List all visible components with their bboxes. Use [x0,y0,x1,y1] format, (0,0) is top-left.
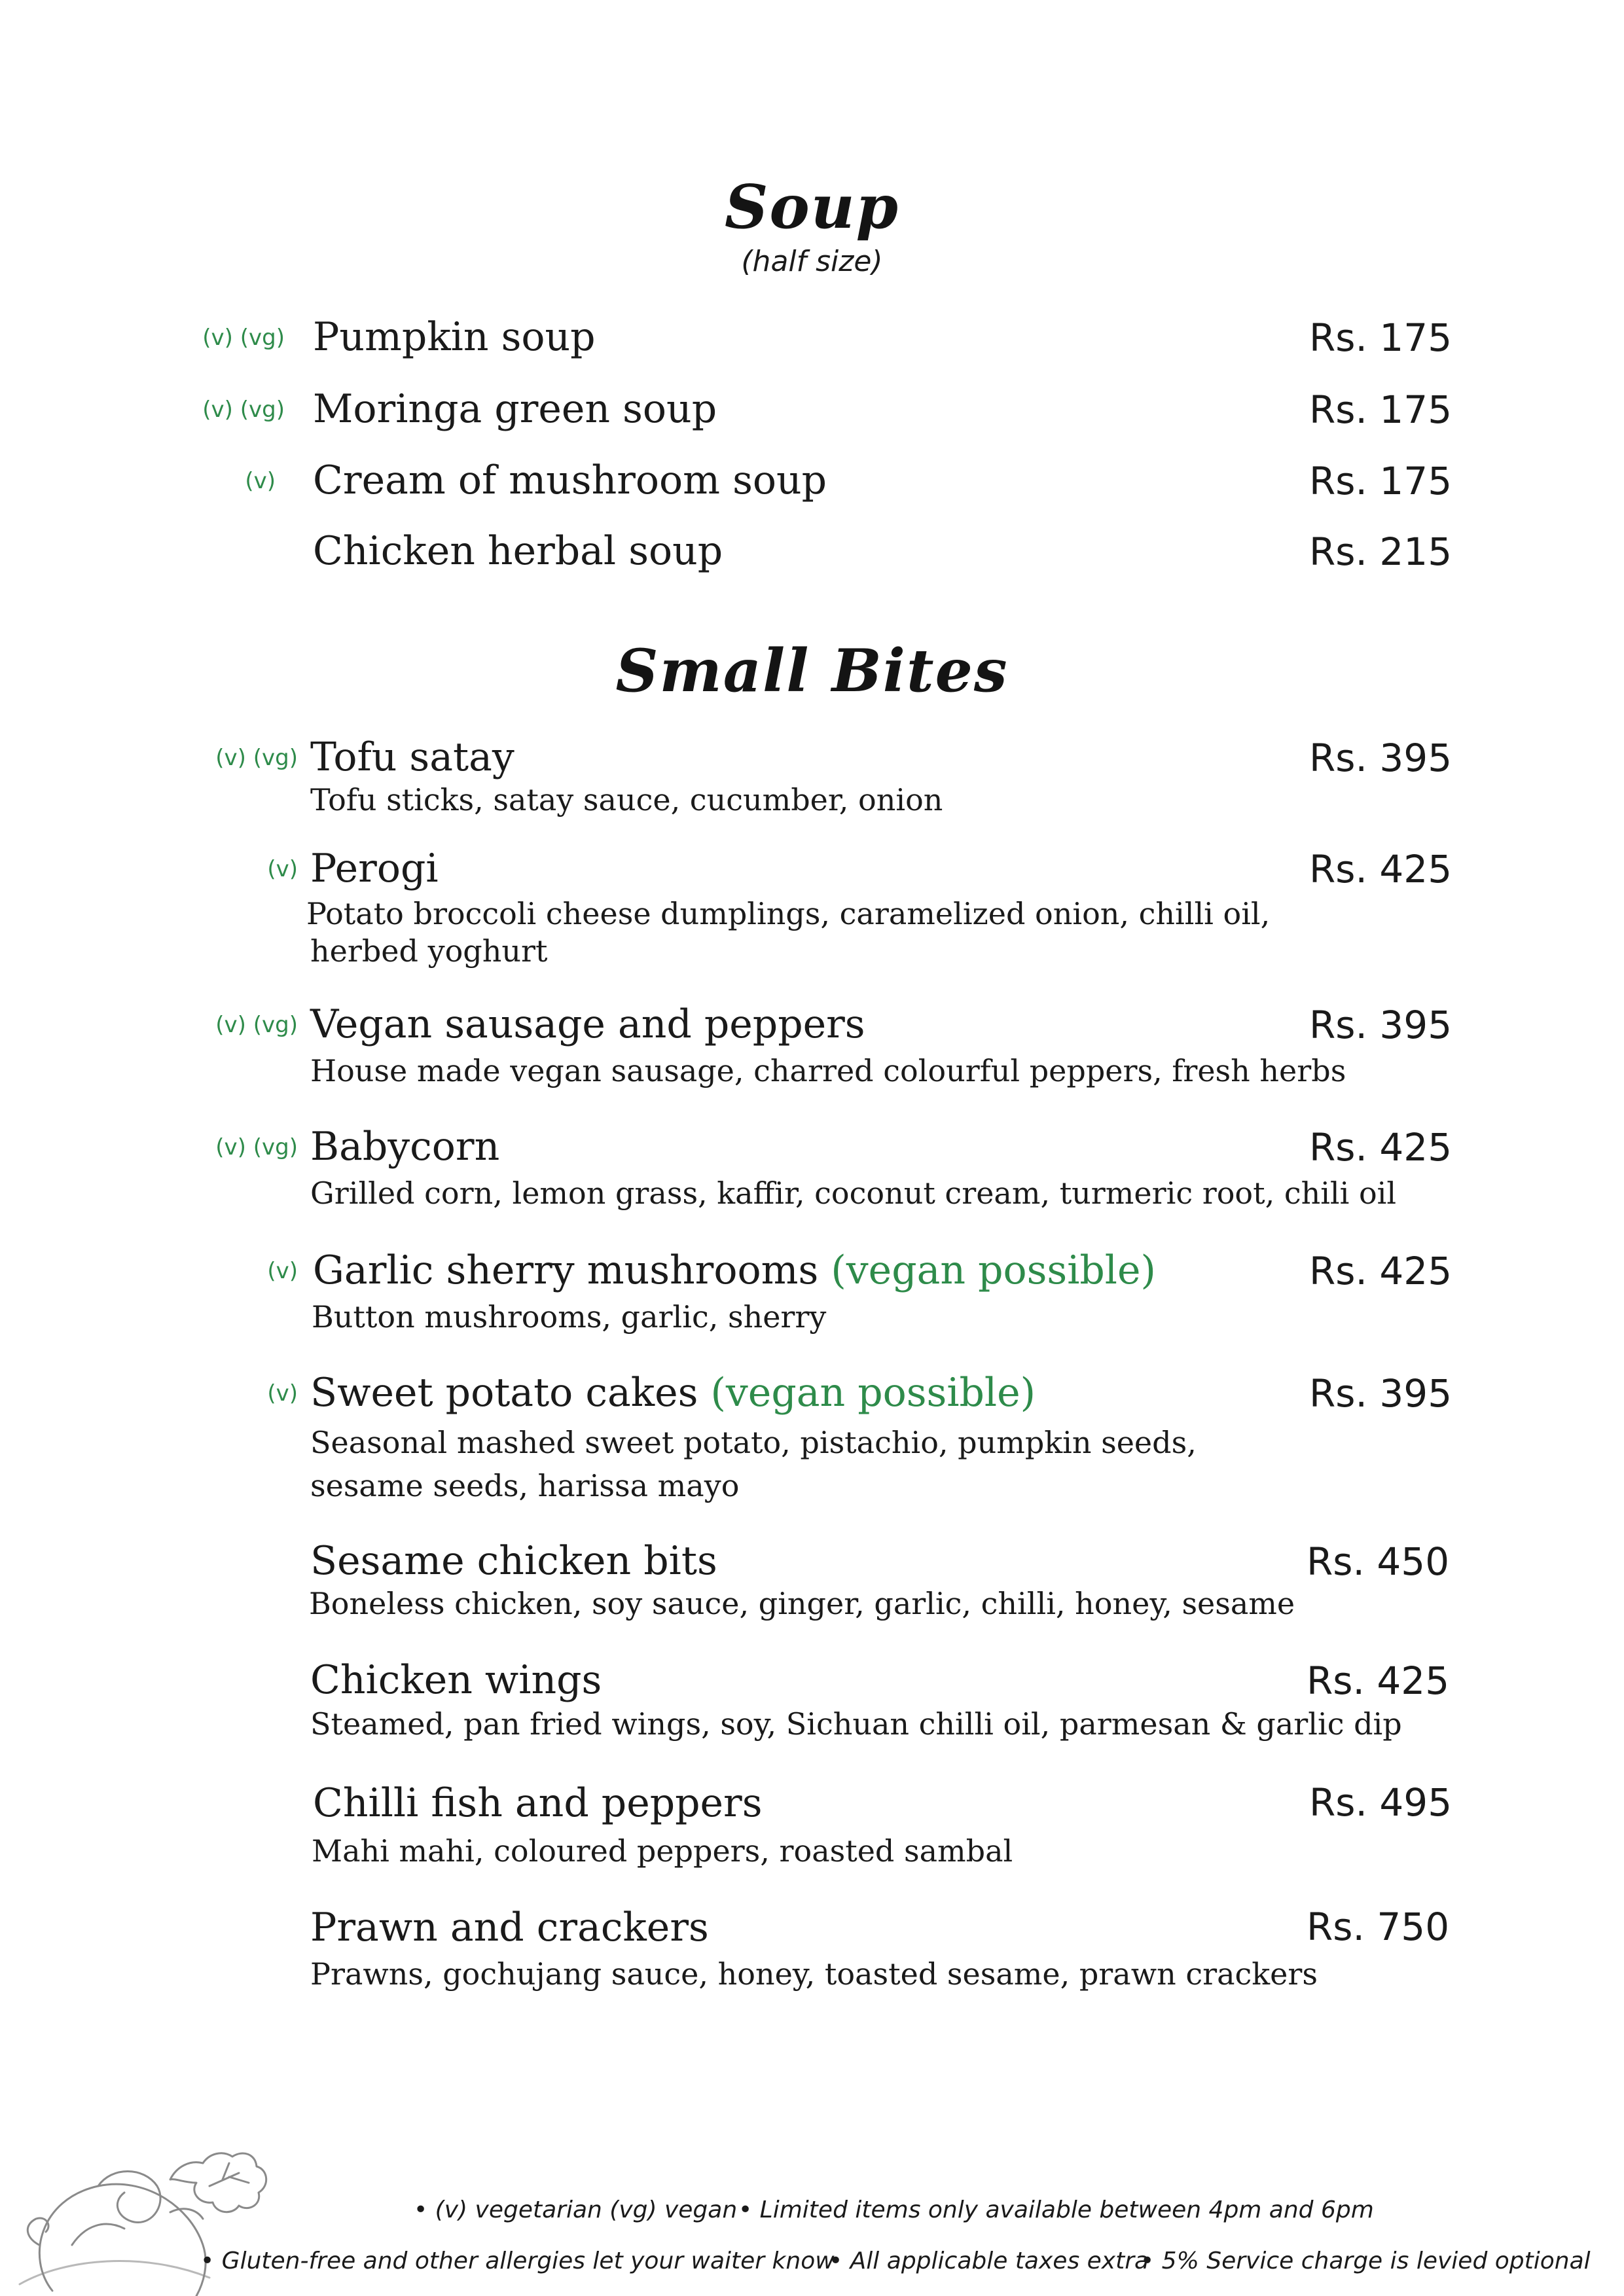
item-name: Sesame chicken bits [310,1538,717,1584]
diet-tags: (v) (vg) [202,397,285,423]
footer-note: • Gluten-free and other allergies let your waiter know [200,2248,835,2274]
item-price: Rs. 175 [1309,387,1453,432]
item-name: Vegan sausage and peppers [310,1001,865,1047]
item-price: Rs. 175 [1309,315,1453,360]
diet-tags: (v) (vg) [215,1012,298,1038]
soup-subtitle: (half size) [741,245,883,278]
diet-tags: (v) (vg) [215,745,298,771]
diet-tags: (v) [267,856,298,882]
item-name: Moringa green soup [313,386,717,432]
item-price: Rs. 425 [1309,847,1453,891]
item-name: Chicken wings [310,1657,602,1703]
item-name: Tofu satay [310,734,514,780]
item-price: Rs. 450 [1307,1539,1450,1584]
diet-tags: (v) (vg) [215,1134,298,1160]
item-price: Rs. 425 [1309,1125,1453,1170]
item-price: Rs. 495 [1309,1780,1453,1825]
item-name: Pumpkin soup [313,314,596,360]
footer-note: • Limited items only available between 4pm and 6pm [738,2197,1374,2223]
item-description: Potato broccoli cheese dumplings, caramelized onion, chilli oil, herbed yoghurt [306,896,1271,969]
item-price: Rs. 215 [1309,529,1453,574]
item-name: Cream of mushroom soup [313,457,827,503]
item-description: Button mushrooms, garlic, sherry [312,1299,827,1335]
item-price: Rs. 175 [1309,459,1453,503]
item-description: Seasonal mashed sweet potato, pistachio, pumpkin seeds, sesame seeds, harissa mayo [310,1425,1197,1503]
vegan-possible-note: (vegan possible) [710,1370,1036,1416]
item-name: Sweet potato cakes (vegan possible) [310,1370,1036,1416]
footer-note: • (v) vegetarian (vg) vegan [414,2197,738,2223]
item-description: House made vegan sausage, charred colourful peppers, fresh herbs [310,1053,1346,1088]
diet-tags: (v) [245,468,276,494]
item-description: Tofu sticks, satay sauce, cucumber, onion [310,782,943,817]
item-price: Rs. 395 [1309,1003,1453,1047]
soup-title: Soup [724,171,900,242]
item-price: Rs. 750 [1307,1905,1450,1949]
item-price: Rs. 395 [1309,1371,1453,1416]
diet-tags: (v) [267,1380,298,1407]
item-price: Rs. 425 [1309,1249,1453,1293]
item-description: Grilled corn, lemon grass, kaffir, coconut cream, turmeric root, chili oil [310,1175,1397,1211]
item-name: Prawn and crackers [310,1905,709,1950]
item-name: Babycorn [310,1124,500,1170]
item-name: Chicken herbal soup [313,528,723,574]
footer-note: • 5% Service charge is levied optional [1140,2248,1591,2274]
item-name: Chilli fish and peppers [313,1780,763,1826]
item-price: Rs. 425 [1307,1659,1450,1703]
item-description: Prawns, gochujang sauce, honey, toasted sesame, prawn crackers [310,1956,1318,1992]
item-description: Boneless chicken, soy sauce, ginger, garlic, chilli, honey, sesame [309,1586,1295,1621]
footer-note: • All applicable taxes extra [829,2248,1149,2274]
small-bites-title: Small Bites [615,636,1009,706]
diet-tags: (v) (vg) [202,325,285,351]
item-price: Rs. 395 [1309,736,1453,780]
item-name: Perogi [310,846,439,891]
item-description: Mahi mahi, coloured peppers, roasted sambal [312,1833,1013,1869]
item-description: Steamed, pan fried wings, soy, Sichuan chilli oil, parmesan & garlic dip [310,1706,1402,1742]
vegan-possible-note: (vegan possible) [831,1247,1156,1293]
item-name: Garlic sherry mushrooms (vegan possible) [313,1247,1156,1293]
diet-tags: (v) [267,1258,298,1284]
